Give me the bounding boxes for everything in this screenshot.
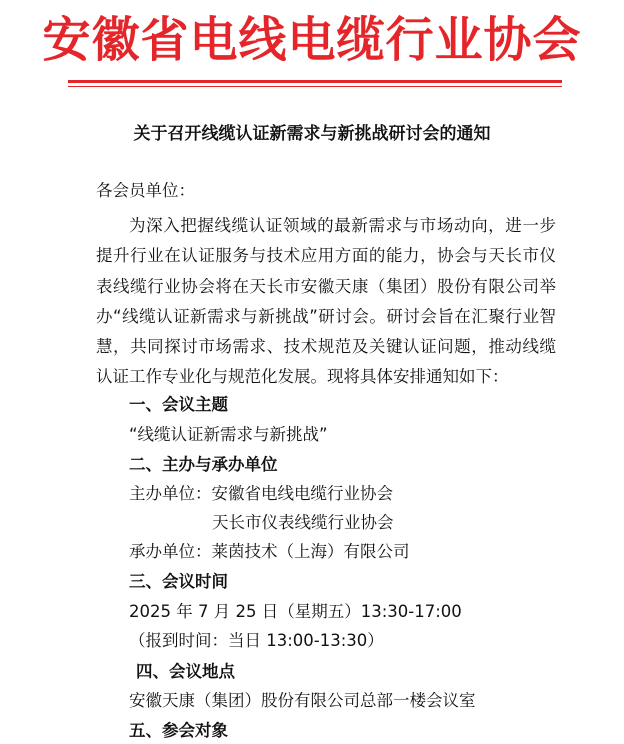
venue-location: 安徽天康（集团）股份有限公司总部一楼会议室: [129, 691, 476, 710]
letterhead-divider-thin: [68, 86, 562, 87]
section-organizers-heading: 二、主办与承办单位: [129, 455, 278, 474]
intro-paragraph: 为深入把握线缆认证领域的最新需求与市场动向，进一步提升行业在认证服务与技术应用方面的能力，协会与天长市仪表线缆行业协会将在天长市安徽天康（集团）股份有限公司举办“线缆认证新需求与新挑战”研讨会。研讨会旨在汇聚行业智慧，共同探讨市场需求、技术规范及关键认证问题，推动线缆认证工作专业化与规范化发展。现将具体安排通知如下：: [96, 216, 556, 387]
section-time-heading: 三、会议时间: [129, 572, 228, 591]
section-attendees-heading: 五、参会对象: [129, 721, 228, 740]
section-theme-heading: 一、会议主题: [129, 395, 228, 414]
section-venue-heading: 四、会议地点: [136, 662, 235, 681]
host-line: 主办单位：安徽省电线电缆行业协会: [129, 484, 393, 503]
host-second: 天长市仪表线缆行业协会: [212, 513, 394, 532]
co-host-line: 承办单位：莱茵技术（上海）有限公司: [129, 542, 410, 561]
letterhead-divider-thick: [68, 80, 562, 83]
theme-content: “线缆认证新需求与新挑战”: [129, 425, 328, 444]
salutation: 各会员单位：: [96, 181, 195, 200]
meeting-datetime: 2025 年 7 月 25 日（星期五）13:30-17:00: [129, 602, 462, 621]
organization-name: 安徽省电线电缆行业协会: [42, 12, 582, 68]
registration-time: （报到时间：当日 13:00-13:30）: [129, 631, 384, 650]
notice-title: 关于召开线缆认证新需求与新挑战研讨会的通知: [133, 124, 491, 144]
